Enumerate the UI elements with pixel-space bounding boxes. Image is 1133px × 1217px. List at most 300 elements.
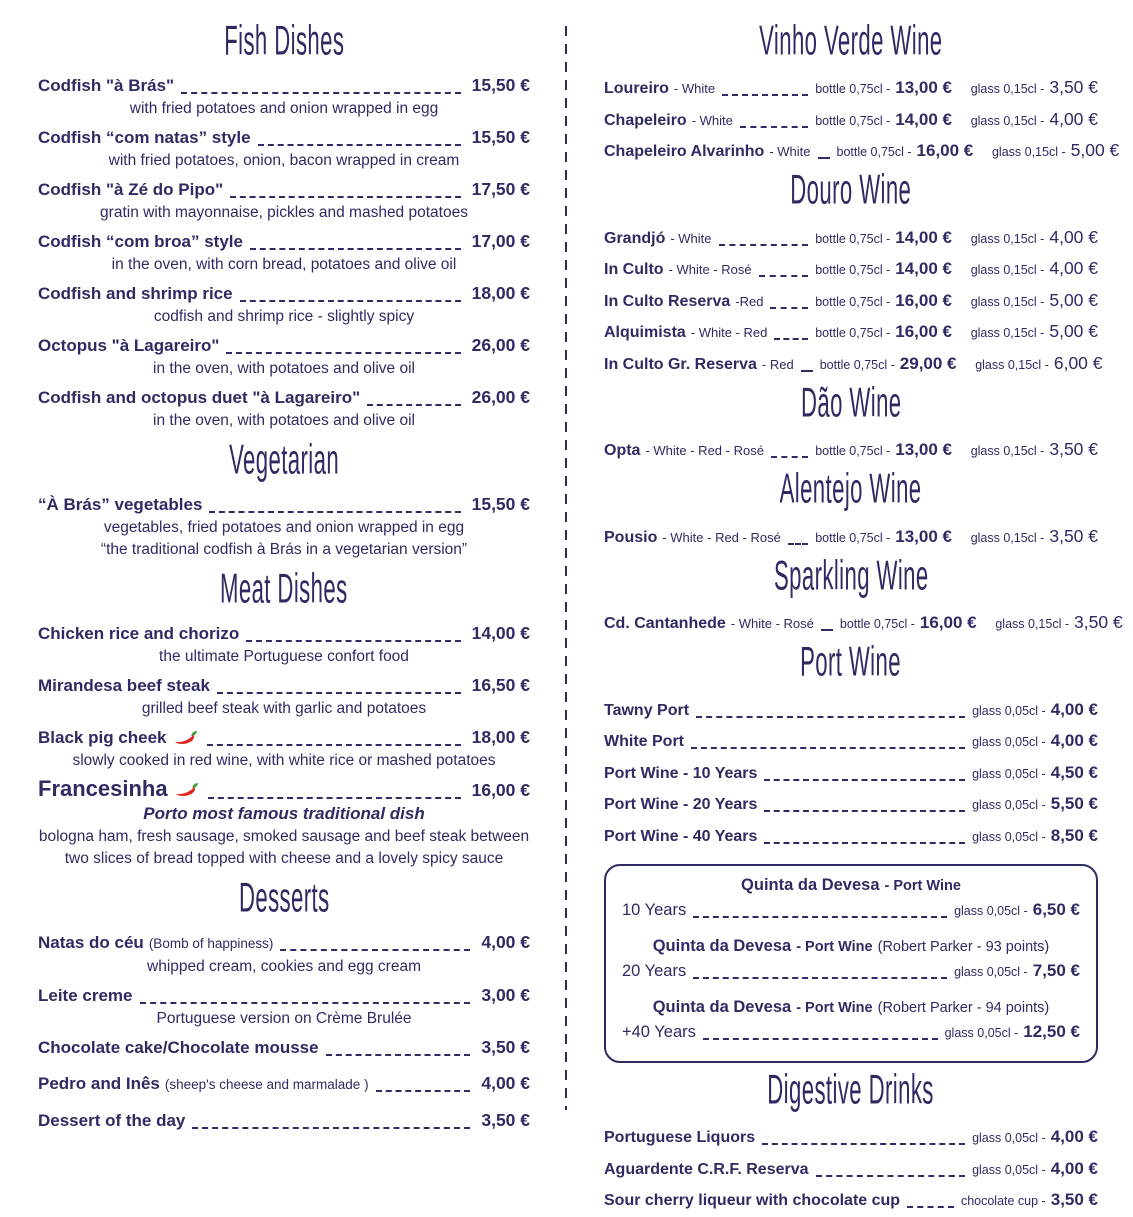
menu-item [38, 229, 530, 276]
menu-item [38, 983, 530, 1030]
item-price: 16,50 € [471, 675, 530, 695]
item-line [38, 930, 530, 956]
serving-size: bottle 0,75cl - [815, 294, 891, 309]
glass-serving-size: glass 0,15cl - [995, 617, 1069, 631]
item-description: codfish and shrimp rice - slightly spicy [153, 308, 415, 325]
bottle-price: 16,00 € [895, 290, 952, 310]
item-price: 12,50 € [1023, 1022, 1080, 1041]
dotted-leader [250, 248, 461, 250]
item-name: Port Wine - 20 Years [604, 796, 758, 813]
chili-pepper-icon [174, 730, 198, 746]
glass-price-group [966, 105, 1098, 137]
section-title-text: Digestive Drinks [767, 1065, 935, 1113]
serving-size: glass 0,05cl - [954, 904, 1028, 918]
bottle-price: 13,00 € [895, 78, 952, 97]
serving-size: glass 0,05cl - [972, 703, 1046, 718]
item-description: slowly cooked in red wine, with white rice or mashed potatoes [72, 752, 496, 769]
menu-item [38, 1108, 530, 1133]
item-description: grilled beef steak with garlic and potatoes [141, 700, 427, 717]
dotted-leader [693, 977, 947, 979]
item-name: Codfish "à Brás" [38, 76, 175, 95]
glass-serving-size: glass 0,15cl - [970, 444, 1045, 458]
glass-price-group [971, 349, 1103, 381]
menu-right-column [604, 16, 1123, 1217]
chili-pepper-icon [175, 782, 199, 798]
serving-size: glass 0,05cl - [944, 1026, 1019, 1040]
serving-size: bottle 0,75cl - [815, 113, 891, 128]
menu-item [38, 73, 530, 120]
serving-size: bottle 0,75cl - [815, 444, 891, 458]
item-name: Chapeleiro [604, 111, 687, 129]
dotted-leader [801, 370, 813, 372]
glass-price: 5,00 € [1070, 140, 1120, 160]
section-title-text: Meat Dishes [220, 564, 348, 612]
glass-price: 5,00 € [1049, 321, 1098, 341]
bottle-price: 8,50 € [1050, 825, 1098, 845]
item-description: “the traditional codfish à Brás in a vegetarian version” [100, 541, 468, 558]
dotted-leader [181, 92, 461, 94]
section-title-text: Dão Wine [800, 378, 902, 426]
section-title-text: Desserts [238, 873, 330, 921]
glass-price-group [966, 73, 1098, 105]
dotted-leader [693, 916, 947, 918]
section-title [38, 566, 530, 612]
dotted-leader [759, 275, 809, 277]
menu-item [604, 136, 1120, 168]
menu-section [604, 1067, 1098, 1217]
item-name: Codfish “com natas” style [38, 128, 251, 147]
menu-item [38, 281, 530, 328]
item-line [38, 983, 530, 1008]
serving-size: glass 0,05cl - [972, 829, 1046, 844]
dotted-leader [140, 1002, 471, 1004]
winery-name: Quinta da Devesa [652, 998, 792, 1016]
item-name: Pousio [604, 528, 658, 546]
serving-size: bottle 0,75cl - [815, 231, 891, 246]
glass-price-group [991, 608, 1123, 640]
dotted-leader [818, 157, 830, 159]
item-line [38, 673, 530, 698]
boxed-item-header [622, 996, 1080, 1020]
wine-variant: - White [670, 230, 712, 246]
section-title [604, 553, 1098, 599]
bottle-price: 13,00 € [895, 526, 952, 546]
dotted-leader [226, 352, 460, 354]
dotted-leader [821, 629, 833, 631]
section-title-text: Fish Dishes [223, 16, 345, 64]
serving-size: glass 0,05cl - [972, 766, 1046, 781]
glass-serving-size: glass 0,15cl - [970, 231, 1045, 246]
menu-item [604, 1154, 1098, 1186]
item-name: Opta [604, 442, 641, 459]
glass-price-group [966, 223, 1098, 255]
section-title-text: Vegetarian [229, 435, 339, 483]
wine-variant: - White - Rosé [730, 616, 814, 631]
boxed-item-header [622, 935, 1080, 959]
dotted-leader [207, 744, 461, 746]
item-name: Francesinha [38, 776, 168, 801]
dotted-leader [740, 126, 808, 128]
item-description: the ultimate Portuguese confort food [159, 648, 409, 665]
menu-item [38, 777, 530, 870]
menu-item [604, 1185, 1098, 1217]
item-name: In Culto Gr. Reserva [604, 355, 757, 373]
dotted-leader [771, 456, 808, 458]
bottle-price: 5,50 € [1050, 794, 1098, 813]
bottle-price: 4,00 € [1050, 731, 1098, 750]
dotted-leader [762, 1143, 965, 1145]
item-line [38, 385, 530, 410]
menu-item [604, 286, 1098, 318]
item-name: Octopus "à Lagareiro" [38, 336, 220, 355]
dotted-leader [326, 1054, 471, 1056]
serving-size: bottle 0,75cl - [815, 530, 891, 545]
item-description: with fried potatoes and onion wrapped in egg [129, 100, 439, 117]
item-name: Alquimista [604, 324, 686, 341]
menu-item [604, 695, 1098, 727]
serving-size: glass 0,05cl - [972, 798, 1046, 812]
dotted-leader [788, 543, 808, 545]
special-port-wine-box [604, 864, 1098, 1063]
item-name: Codfish and shrimp rice [38, 284, 233, 303]
section-title [604, 18, 1098, 64]
item-name: Mirandesa beef steak [38, 676, 210, 695]
item-name: In Culto [604, 261, 664, 278]
dotted-leader [246, 640, 460, 642]
item-line [38, 229, 530, 254]
menu-item [604, 254, 1098, 286]
serving-size: bottle 0,75cl - [839, 617, 915, 631]
menu-item [604, 1122, 1098, 1154]
item-price: 17,00 € [471, 231, 530, 251]
item-line [38, 492, 530, 517]
item-line [38, 281, 530, 306]
glass-price-group [966, 522, 1098, 554]
menu-item [604, 435, 1098, 467]
item-description: two slices of bread topped with cheese and a lovely spicy sauce [64, 850, 504, 867]
section-title-text: Alentejo Wine [780, 465, 922, 512]
item-description: in the oven, with potatoes and olive oil [153, 360, 415, 377]
item-price: 26,00 € [471, 335, 530, 355]
item-line [38, 333, 530, 358]
wine-type: - Port Wine [796, 1000, 873, 1016]
rating-note: (Robert Parker - 93 points) [877, 939, 1050, 955]
boxed-item [622, 874, 1080, 923]
item-line [38, 1108, 530, 1133]
item-price: 18,00 € [471, 727, 530, 747]
item-name: Codfish “com broa” style [38, 232, 243, 251]
wine-variant: - White [691, 112, 733, 128]
boxed-item [622, 996, 1080, 1045]
dotted-leader [230, 196, 460, 198]
item-name: Leite creme [38, 986, 133, 1005]
item-price: 16,00 € [471, 780, 530, 800]
bottle-price: 14,00 € [895, 109, 952, 129]
item-name: 20 Years [622, 962, 687, 980]
wine-variant: - White - Red [690, 325, 768, 340]
wine-variant: - White [673, 81, 716, 96]
bottle-price: 13,00 € [895, 440, 952, 459]
menu-item [38, 492, 530, 561]
item-name: Portuguese Liquors [604, 1129, 756, 1146]
section-title [38, 437, 530, 483]
item-description: Portuguese version on Crème Brulée [156, 1010, 412, 1027]
item-name: White Port [604, 733, 684, 750]
item-price: 6,50 € [1032, 900, 1080, 919]
item-price: 14,00 € [471, 623, 530, 643]
section-title [38, 18, 530, 64]
dotted-leader [376, 1090, 471, 1092]
item-description: with fried potatoes, onion, bacon wrapped in cream [108, 152, 460, 169]
dotted-leader [703, 1038, 938, 1040]
item-name: Tawny Port [604, 701, 690, 719]
column-divider [565, 26, 567, 1110]
bottle-price: 16,00 € [919, 613, 977, 632]
item-price: 17,50 € [471, 179, 530, 199]
serving-size: glass 0,05cl - [972, 1162, 1046, 1177]
item-price: 4,00 € [481, 1073, 530, 1093]
serving-size: chocolate cup - [960, 1194, 1046, 1208]
bottle-price: 4,00 € [1050, 1127, 1098, 1146]
menu-section [604, 467, 1098, 554]
menu-section [38, 18, 530, 432]
item-name: +40 Years [622, 1023, 696, 1041]
wine-type: - Port Wine [884, 878, 961, 894]
menu-section [38, 437, 530, 561]
menu-item [38, 177, 530, 224]
item-description: in the oven, with potatoes and olive oil [153, 412, 415, 429]
menu-section [38, 566, 530, 870]
item-description: gratin with mayonnaise, pickles and mashed potatoes [100, 204, 468, 221]
item-name: Loureiro [604, 80, 669, 97]
item-price: 7,50 € [1032, 961, 1080, 980]
item-line [622, 959, 1080, 984]
wine-variant: - White - Red - Rosé [645, 443, 764, 458]
item-name: Natas do céu [38, 933, 144, 952]
menu-section [604, 16, 1120, 168]
wine-variant: - Red [761, 356, 794, 372]
section-title-text: Port Wine [800, 638, 902, 685]
item-price: 15,50 € [471, 75, 530, 95]
menu-section [604, 166, 1103, 381]
dotted-leader [816, 1175, 966, 1177]
glass-price-group [966, 435, 1098, 467]
section-title [604, 1067, 1098, 1113]
wine-variant: -Red [735, 293, 764, 309]
menu-section [604, 380, 1098, 467]
item-name: In Culto Reserva [604, 292, 731, 310]
glass-price: 4,00 € [1049, 226, 1098, 247]
dotted-leader [770, 307, 808, 309]
item-price: 26,00 € [471, 387, 530, 407]
bottle-price: 3,50 € [1050, 1190, 1098, 1209]
serving-size: glass 0,05cl - [972, 1131, 1046, 1145]
section-title-text: Douro Wine [790, 166, 912, 213]
glass-serving-size: glass 0,15cl - [991, 145, 1066, 159]
glass-serving-size: glass 0,15cl - [970, 82, 1045, 96]
glass-price-group [966, 317, 1098, 349]
item-name: Chicken rice and chorizo [38, 624, 240, 643]
item-note: (Bomb of happiness) [148, 936, 274, 951]
menu-item [38, 333, 530, 380]
dotted-leader [280, 949, 470, 951]
glass-price: 3,50 € [1074, 612, 1123, 632]
item-name: Pedro and Inês [38, 1074, 160, 1093]
item-name: Sour cherry liqueur with chocolate cup [604, 1192, 901, 1209]
glass-serving-size: glass 0,15cl - [970, 530, 1045, 545]
item-price: 18,00 € [471, 283, 530, 303]
glass-price: 3,50 € [1049, 525, 1098, 546]
item-description: vegetables, fried potatoes and onion wrapped in egg [103, 519, 465, 536]
menu-item [38, 125, 530, 172]
wine-variant: - White - Rosé [668, 262, 752, 277]
item-name: Chapeleiro Alvarinho [604, 143, 765, 160]
dotted-leader [722, 94, 808, 96]
dotted-leader [691, 747, 965, 749]
dotted-leader [258, 144, 461, 146]
item-name: Aguardente C.R.F. Reserva [604, 1160, 809, 1178]
dotted-leader [192, 1127, 470, 1129]
item-price: 15,50 € [471, 494, 530, 514]
bottle-price: 16,00 € [916, 141, 974, 160]
item-line [622, 1020, 1080, 1045]
item-line [622, 898, 1080, 923]
item-name: Port Wine - 10 Years [604, 764, 758, 782]
dotted-leader [764, 842, 965, 844]
item-price: 15,50 € [471, 127, 530, 147]
menu-item [604, 73, 1098, 105]
serving-size: bottle 0,75cl - [819, 357, 895, 372]
item-line [38, 177, 530, 202]
wine-variant: - White [769, 144, 811, 159]
boxed-item-header [622, 874, 1080, 898]
serving-size: glass 0,05cl - [972, 735, 1046, 749]
item-price: 3,50 € [481, 1110, 530, 1130]
item-name: Dessert of the day [38, 1111, 186, 1130]
menu-section [604, 551, 1123, 640]
menu-item [604, 522, 1098, 554]
section-title [604, 467, 1098, 513]
menu-item [604, 789, 1098, 821]
item-name: “À Brás” vegetables [38, 495, 203, 514]
item-line [38, 621, 530, 646]
dotted-leader [240, 300, 461, 302]
menu-item [38, 930, 530, 978]
item-price: 4,00 € [481, 932, 530, 952]
item-name: Chocolate cake/Chocolate mousse [38, 1038, 319, 1057]
item-description: in the oven, with corn bread, potatoes and olive oil [111, 256, 457, 273]
menu-item [604, 758, 1098, 790]
item-name: Black pig cheek [38, 728, 167, 747]
menu-item [38, 725, 530, 772]
item-line [38, 725, 530, 750]
dotted-leader [208, 797, 461, 799]
section-title [604, 168, 1098, 214]
glass-serving-size: glass 0,15cl - [970, 263, 1045, 277]
wine-type: - Port Wine [796, 939, 873, 955]
item-note: (sheep's cheese and marmalade ) [164, 1077, 369, 1092]
bottle-price: 29,00 € [899, 353, 957, 373]
glass-price: 5,00 € [1049, 289, 1098, 310]
glass-price: 4,00 € [1049, 108, 1098, 129]
winery-name: Quinta da Devesa [652, 937, 792, 955]
wine-variant: - White - Red - Rosé [662, 529, 781, 545]
bottle-price: 14,00 € [895, 259, 952, 278]
dotted-leader [907, 1206, 954, 1208]
item-name: Port Wine - 40 Years [604, 827, 758, 845]
serving-size: bottle 0,75cl - [815, 82, 891, 96]
bottle-price: 4,00 € [1050, 699, 1098, 719]
glass-price-group [966, 254, 1098, 286]
section-title [38, 875, 530, 921]
serving-size: bottle 0,75cl - [815, 326, 891, 340]
bottle-price: 14,00 € [895, 227, 952, 247]
glass-serving-size: glass 0,15cl - [975, 357, 1049, 372]
glass-price: 6,00 € [1053, 352, 1103, 373]
menu-item [604, 317, 1098, 349]
item-line [38, 777, 530, 802]
menu-section [604, 640, 1098, 853]
item-name: Cd. Cantanhede [604, 615, 726, 632]
dotted-leader [774, 338, 808, 340]
item-line [38, 73, 530, 98]
section-title-text: Sparkling Wine [773, 551, 929, 599]
menu-item [38, 1071, 530, 1097]
glass-serving-size: glass 0,15cl - [970, 113, 1045, 128]
serving-size: bottle 0,75cl - [836, 145, 912, 159]
menu-section [38, 875, 530, 1133]
bottle-price: 16,00 € [895, 322, 952, 341]
menu-left-column [38, 18, 530, 1144]
glass-price: 3,50 € [1049, 77, 1098, 97]
menu-item [604, 726, 1098, 758]
serving-size: bottle 0,75cl - [815, 263, 891, 277]
dotted-leader [764, 810, 965, 812]
section-title [604, 380, 1098, 426]
item-description: whipped cream, cookies and egg cream [147, 958, 421, 975]
menu-item [604, 349, 1103, 381]
item-line [38, 1035, 530, 1060]
item-name: Codfish "à Zé do Pipo" [38, 180, 224, 199]
dotted-leader [719, 244, 809, 246]
dotted-leader [367, 404, 460, 406]
dotted-leader [764, 779, 965, 781]
item-tagline: Porto most famous traditional dish [143, 804, 425, 823]
glass-price-group [966, 286, 1098, 318]
item-line [38, 125, 530, 150]
item-name: Codfish and octopus duet "à Lagareiro" [38, 388, 361, 407]
dotted-leader [209, 511, 460, 513]
bottle-price: 4,00 € [1050, 1158, 1098, 1178]
dotted-leader [696, 716, 965, 718]
menu-item [38, 621, 530, 668]
menu-item [38, 673, 530, 720]
serving-size: glass 0,05cl - [954, 965, 1028, 979]
section-title [604, 640, 1098, 686]
bottle-price: 4,50 € [1050, 762, 1098, 782]
menu-item [38, 1035, 530, 1060]
item-line [38, 1071, 530, 1097]
menu-item [604, 821, 1098, 853]
item-name: Grandjó [604, 229, 666, 247]
glass-price: 3,50 € [1049, 439, 1098, 459]
menu-item [604, 223, 1098, 255]
boxed-item [622, 935, 1080, 984]
item-price: 3,00 € [481, 985, 530, 1005]
rating-note: (Robert Parker - 94 points) [877, 1000, 1050, 1016]
menu-item [604, 105, 1098, 137]
menu-item [604, 608, 1123, 640]
